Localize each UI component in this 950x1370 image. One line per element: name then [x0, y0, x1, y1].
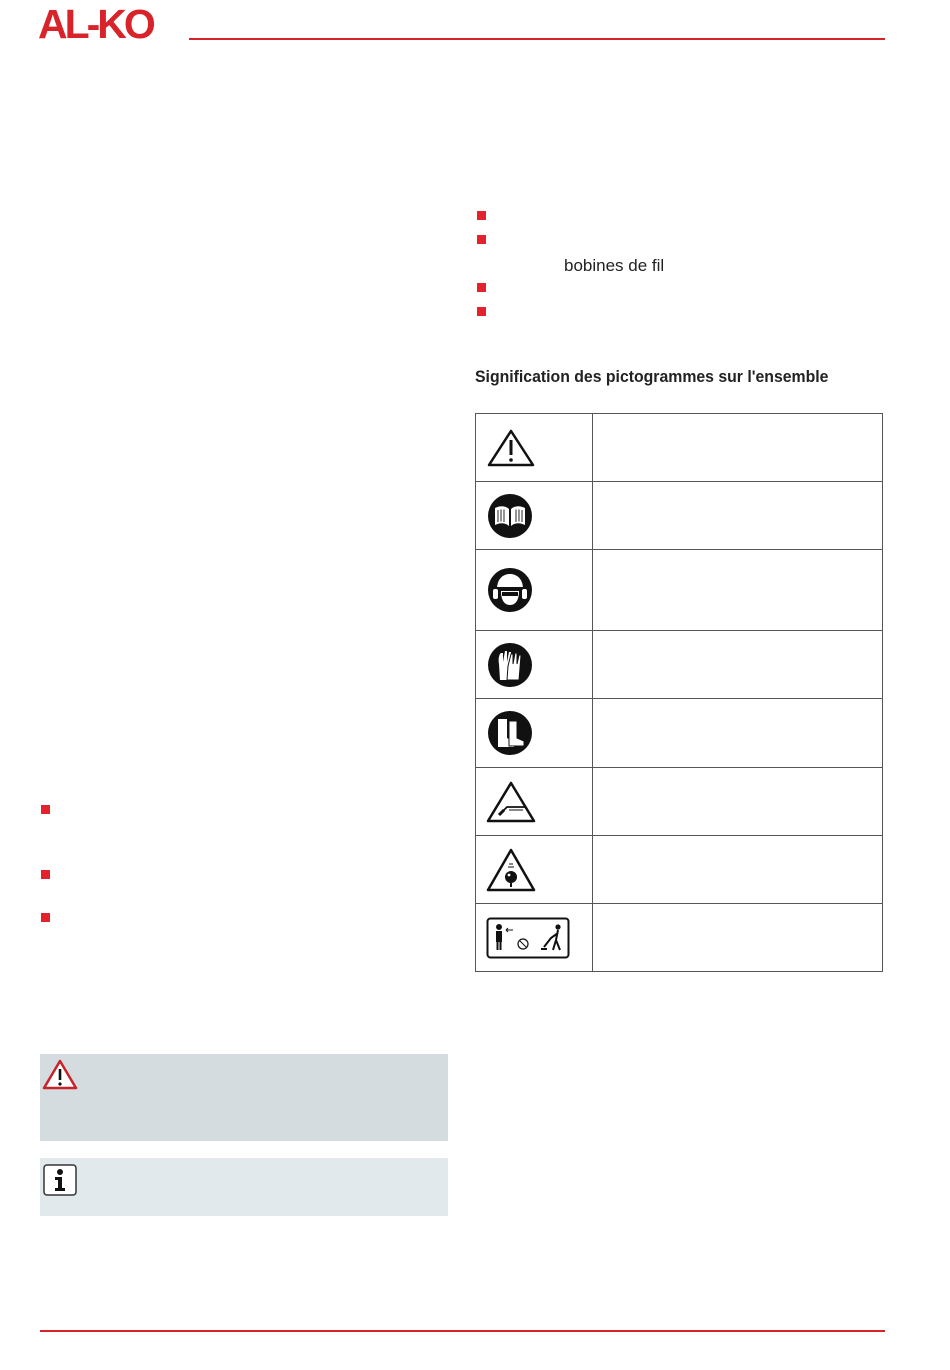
warning-triangle-icon — [486, 428, 536, 468]
cutting-line-hazard-icon — [485, 780, 537, 824]
list-bullet — [41, 805, 50, 814]
pictogram-section-title: Signification des pictogrammes sur l'ensemble — [475, 367, 829, 386]
pictogram-table — [475, 413, 883, 972]
helmet-visor-ear-protection-icon — [487, 567, 533, 613]
table-row — [476, 482, 883, 550]
info-icon — [43, 1164, 77, 1196]
projectile-hazard-icon — [485, 847, 537, 893]
icon-cell — [476, 836, 593, 904]
info-notice — [40, 1158, 448, 1216]
table-row — [476, 699, 883, 768]
read-manual-icon — [487, 493, 533, 539]
description-cell — [593, 904, 883, 972]
description-cell — [593, 631, 883, 699]
header-rule — [189, 38, 885, 40]
footer-rule — [40, 1330, 885, 1332]
table-row — [476, 414, 883, 482]
table-row — [476, 550, 883, 631]
list-bullet — [41, 913, 50, 922]
description-cell — [593, 768, 883, 836]
warning-notice — [40, 1054, 448, 1141]
description-cell — [593, 836, 883, 904]
list-bullet — [41, 870, 50, 879]
icon-cell — [476, 550, 593, 631]
description-cell — [593, 482, 883, 550]
list-bullet — [477, 235, 486, 244]
icon-cell — [476, 631, 593, 699]
icon-cell — [476, 482, 593, 550]
list-bullet — [477, 211, 486, 220]
description-cell — [593, 414, 883, 482]
icon-cell — [476, 414, 593, 482]
icon-cell — [476, 699, 593, 768]
description-cell — [593, 699, 883, 768]
keep-distance-bystanders-icon — [486, 916, 570, 960]
table-row — [476, 768, 883, 836]
list-bullet — [477, 283, 486, 292]
icon-cell — [476, 904, 593, 972]
alko-logo — [38, 4, 182, 42]
svg-text:AL-KO: AL-KO — [38, 4, 153, 42]
table-row — [476, 836, 883, 904]
description-cell — [593, 550, 883, 631]
warning-triangle-icon — [42, 1059, 78, 1091]
table-row — [476, 904, 883, 972]
list-bullet — [477, 307, 486, 316]
icon-cell — [476, 768, 593, 836]
protective-gloves-icon — [487, 642, 533, 688]
list-item-text: bobines de fil — [564, 256, 665, 275]
table-row — [476, 631, 883, 699]
safety-boots-icon — [487, 710, 533, 756]
